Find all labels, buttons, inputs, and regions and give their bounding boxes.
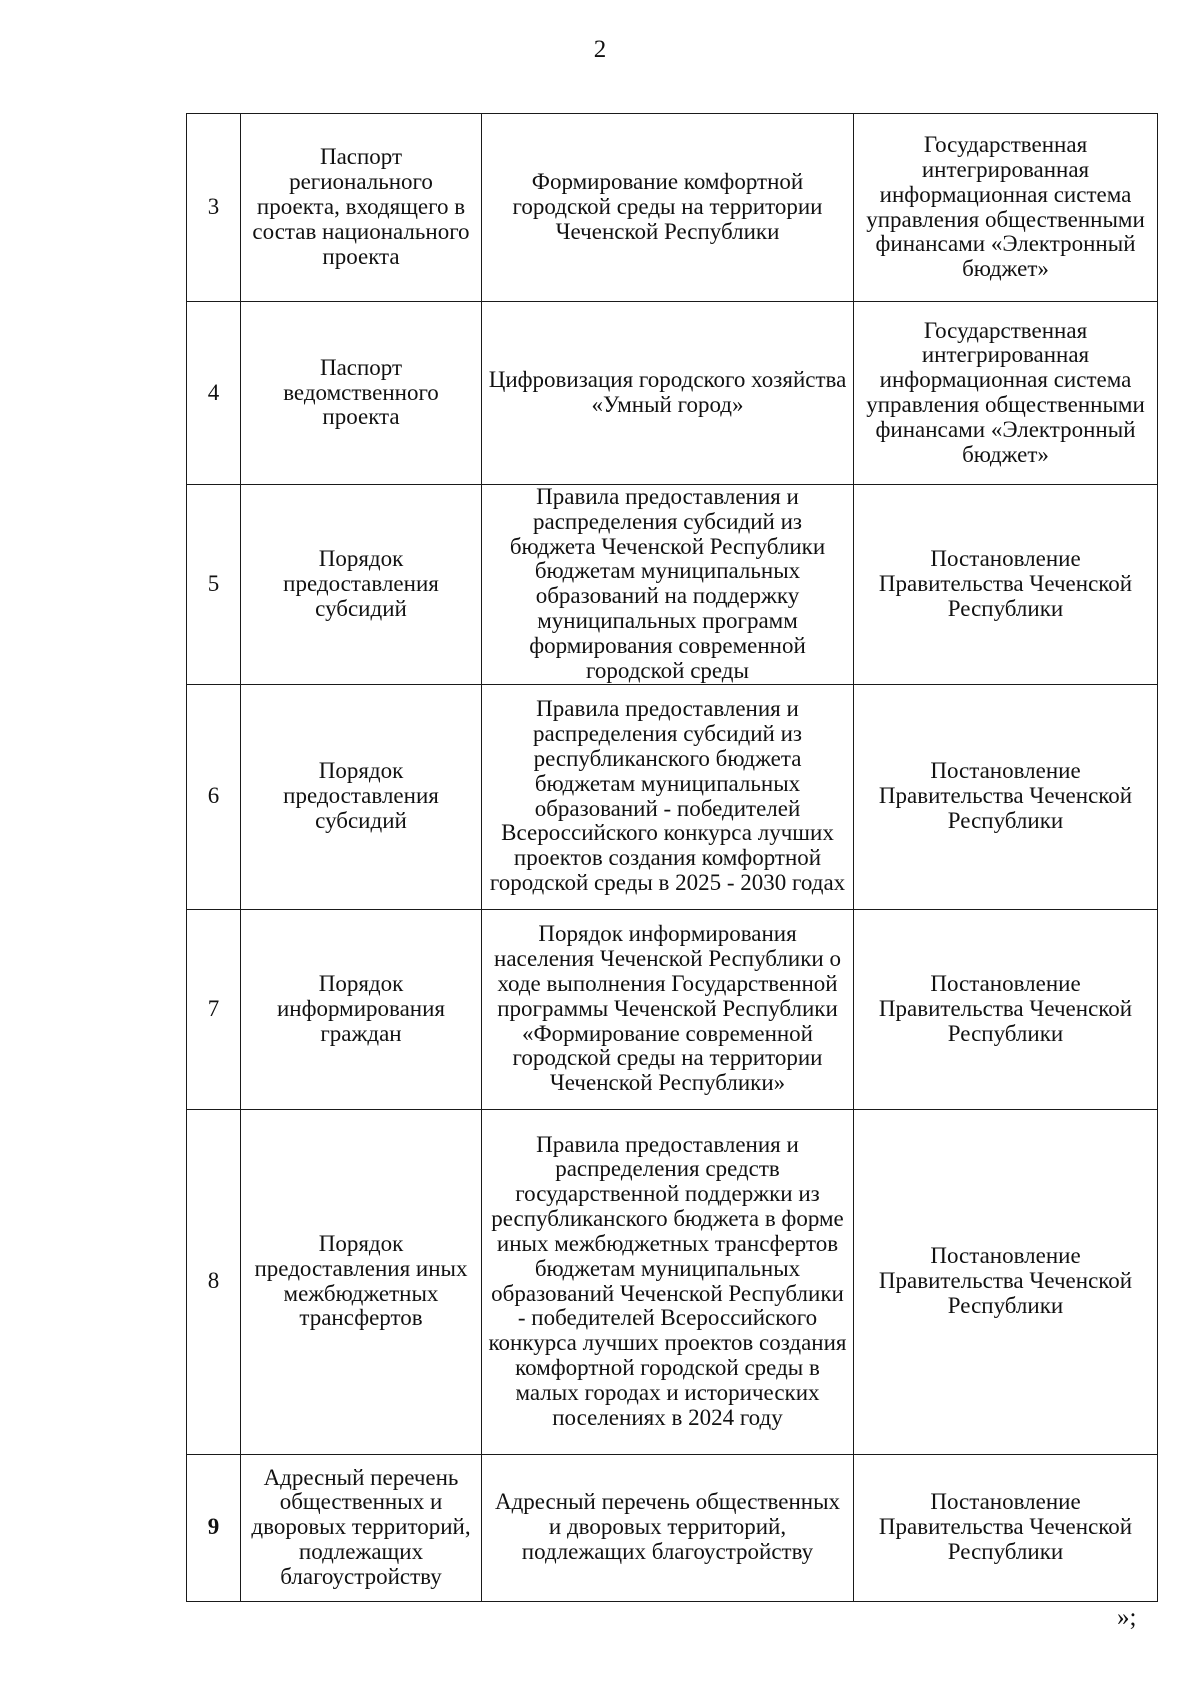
- document-type-cell: Порядок информирования граждан: [241, 909, 482, 1109]
- table-row: [187, 909, 1158, 1109]
- approval-form-cell: Постановление Правительства Чеченской Республики: [854, 1454, 1158, 1601]
- approval-form-cell: Постановление Правительства Чеченской Республики: [854, 909, 1158, 1109]
- document-name-cell: Цифровизация городского хозяйства «Умный город»: [482, 302, 854, 485]
- document-type-cell: Порядок предоставления иных межбюджетных трансфертов: [241, 1109, 482, 1454]
- table-row: [187, 114, 1158, 302]
- document-name-cell: Правила предоставления и распределения средств государственной поддержки из республиканского бюджета в форме иных межбюджетных трансфертов бюджетам муниципальных образований Чеченской Республики - победителей Всероссийского конкурса лучших проектов создания комфортной городской среды в малых городах и исторических поселениях в 2024 году: [482, 1109, 854, 1454]
- approval-form-cell: Постановление Правительства Чеченской Республики: [854, 684, 1158, 909]
- row-number: 6: [187, 684, 241, 909]
- table-row: [187, 1454, 1158, 1601]
- row-number: 3: [187, 114, 241, 302]
- table-row: [187, 485, 1158, 685]
- approval-form-cell: Постановление Правительства Чеченской Республики: [854, 1109, 1158, 1454]
- document-name-cell: Адресный перечень общественных и дворовых территорий, подлежащих благоустройству: [482, 1454, 854, 1601]
- document-name-cell: Правила предоставления и распределения субсидий из бюджета Чеченской Республики бюджетам муниципальных образований на поддержку муниципальных программ формирования современной городской среды: [482, 485, 854, 685]
- approval-form-cell: Государственная интегрированная информационная система управления общественными финансами «Электронный бюджет»: [854, 302, 1158, 485]
- page-number: 2: [593, 36, 607, 63]
- approval-form-cell: Государственная интегрированная информационная система управления общественными финансами «Электронный бюджет»: [854, 114, 1158, 302]
- document-name-cell: Порядок информирования населения Чеченской Республики о ходе выполнения Государственной программы Чеченской Республики «Формирование современной городской среды на территории Чеченской Республики»: [482, 909, 854, 1109]
- document-type-cell: Адресный перечень общественных и дворовых территорий, подлежащих благоустройству: [241, 1454, 482, 1601]
- row-number: 4: [187, 302, 241, 485]
- table-row: [187, 1109, 1158, 1454]
- document-type-cell: Паспорт ведомственного проекта: [241, 302, 482, 485]
- table-row: [187, 302, 1158, 485]
- row-number: 8: [187, 1109, 241, 1454]
- document-type-cell: Порядок предоставления субсидий: [241, 485, 482, 685]
- row-number: 7: [187, 909, 241, 1109]
- closing-quote: »;: [1117, 1604, 1137, 1631]
- documents-table: [186, 113, 1158, 1602]
- document-type-cell: Паспорт регионального проекта, входящего в состав национального проекта: [241, 114, 482, 302]
- table-row: [187, 684, 1158, 909]
- approval-form-cell: Постановление Правительства Чеченской Республики: [854, 485, 1158, 685]
- document-name-cell: Правила предоставления и распределения субсидий из республиканского бюджета бюджетам муниципальных образований - победителей Всероссийского конкурса лучших проектов создания комфортной городской среды в 2025 - 2030 годах: [482, 684, 854, 909]
- row-number: 5: [187, 485, 241, 685]
- row-number: 9: [187, 1454, 241, 1601]
- document-name-cell: Формирование комфортной городской среды на территории Чеченской Республики: [482, 114, 854, 302]
- document-type-cell: Порядок предоставления субсидий: [241, 684, 482, 909]
